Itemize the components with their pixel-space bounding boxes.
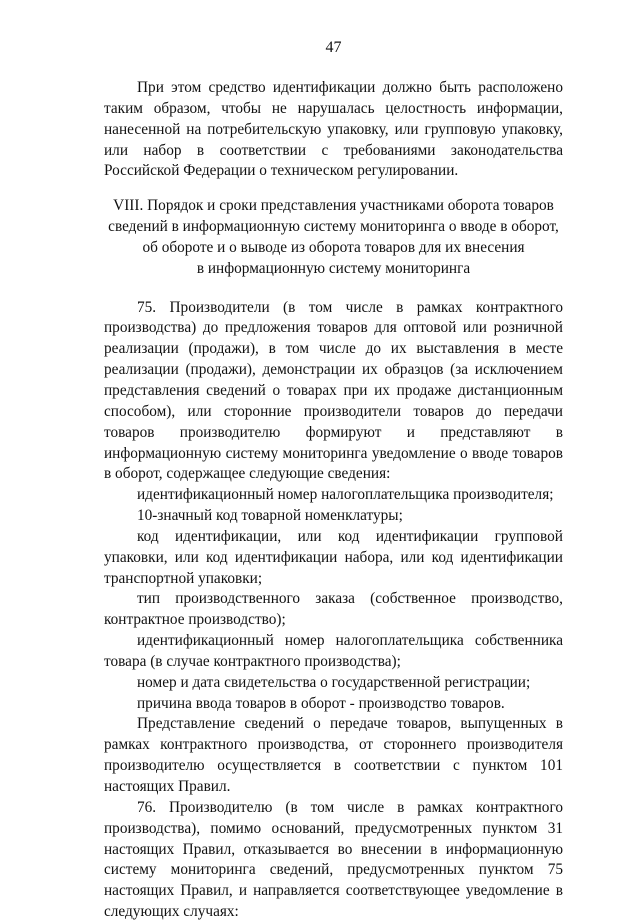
clause-75-paragraph: 75. Производители (в том числе в рамках контрактного производства) до предложения товаров для оптовой или розничной реализации (продажи), в том числе до их выставления в месте реализации (продажи), демонстрации их образцов (за исключением представления сведений о товарах при их продаже дистанционным способом), или сторонние производители товаров до передачи товаров производителю формируют и представляют в информационную систему мониторинга уведомление о вводе товаров в оборот, содержащее следующие сведения: — [104, 298, 563, 483]
section-heading-line: в информационную систему мониторинга — [196, 259, 471, 277]
clause-75-item: номер и дата свидетельства о государственной регистрации; — [137, 673, 531, 691]
clause-75-closing: Представление сведений о передаче товаров, выпущенных в рамках контрактного производства, от стороннего производителя производителю осуществляется в соответствии с пунктом 101 настоящих Правил. — [104, 715, 563, 795]
section-heading-line: VIII. Порядок и сроки представления участниками оборота товаров — [113, 197, 554, 215]
page-number: 47 — [325, 39, 342, 56]
clause-75-item: код идентификации, или код идентификации групповой упаковки, или код идентификации набора, или код идентификации транспортной упаковки; — [104, 527, 563, 587]
clause-75-item: тип производственного заказа (собственное производство, контрактное производство); — [104, 590, 563, 629]
clause-76-paragraph: 76. Производителю (в том числе в рамках контрактного производства), помимо оснований, предусмотренных пунктом 31 настоящих Правил, отказывается во внесении в информационную систему мониторинга сведений, предусмотренных пунктом 75 настоящих Правил, и направляется соответствующее уведомление в следующих случаях: — [104, 798, 563, 921]
section-heading-line: сведений в информационную систему мониторинга о вводе в оборот, — [108, 218, 559, 236]
section-heading-line: об обороте и о выводе из оборота товаров для их внесения — [142, 238, 525, 256]
intro-paragraph: При этом средство идентификации должно быть расположено таким образом, чтобы не нарушалась целостность информации, нанесенной на потребительскую упаковку, или групповую упаковку, или набор в соответствии с требованиями законодательства Российской Федерации о техническом регулировании. — [104, 79, 563, 180]
clause-75-item: 10-значный код товарной номенклатуры; — [137, 507, 403, 525]
clause-75-item: идентификационный номер налогоплательщика собственника товара (в случае контрактного производства); — [104, 632, 563, 670]
clause-75-item: причина ввода товаров в оборот - производство товаров. — [137, 694, 505, 712]
clause-75-item: идентификационный номер налогоплательщика производителя; — [137, 486, 554, 504]
document-body — [104, 78, 563, 923]
section-heading — [104, 196, 563, 279]
